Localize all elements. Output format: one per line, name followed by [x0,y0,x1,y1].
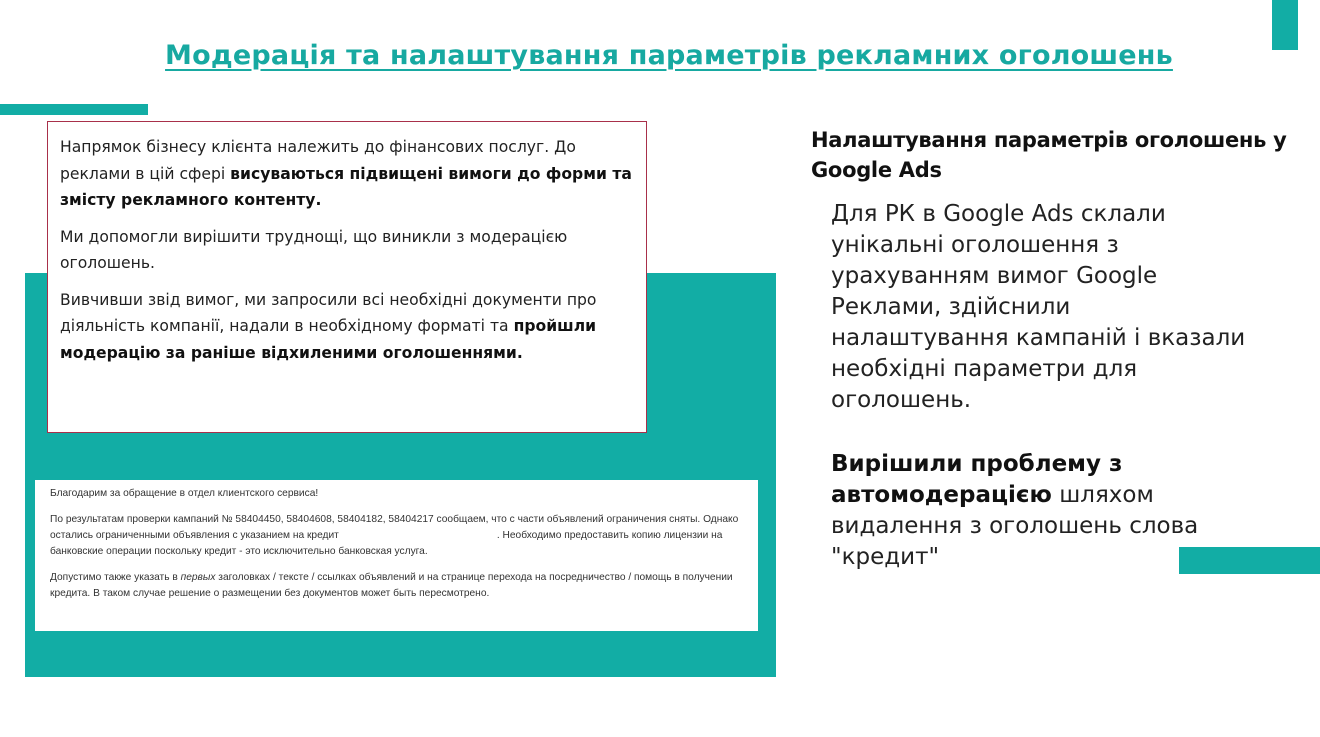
google-ads-subtitle: Налаштування параметрів оголошень у Google Ads [811,128,1287,182]
google-ads-description [831,199,1251,573]
description-paragraph-2: Вирішили проблему з автомодерацією шляхом видалення з оголошень слова "кредит" [831,451,1199,570]
case-paragraph-3: Вивчивши звід вимог, ми запросили всі необхідні документи про діяльність компанії, надали в необхідному форматі та пройшли модерацію за раніше відхиленими оголошеннями. [60,290,597,362]
support-letter-screenshot [35,480,758,631]
letter-paragraph-2: По результатам проверки кампаний № 58404450, 58404608, 58404182, 58404217 сообщаем, что с части объявлений ограничения сняты. Однако остались ограниченными объявления с указанием на кредит . Необходимо предоставить копию лицензии на банковские операции поскольку кредит - это исключительно банковская услуга. [50,514,739,557]
page-title: Модерація та налаштування параметрів рекламних оголошень [165,40,1173,71]
left-divider-line [0,104,148,115]
case-description-box [47,121,647,433]
description-paragraph-1: Для РК в Google Ads склали унікальні оголошення з урахуванням вимог Google Реклами, здійснили налаштування кампаній і вказали необхідні параметри для оголошень. [831,201,1246,413]
letter-greeting: Благодарим за обращение в отдел клиентского сервиса! [50,488,319,499]
case-paragraph-2: Ми допомогли вирішити труднощі, що виникли з модерацією оголошень. [60,227,568,272]
case-paragraph-1: Напрямок бізнесу клієнта належить до фінансових послуг. До реклами в цій сфері висуваються підвищені вимоги до форми та змісту рекламного контенту. [60,138,632,209]
letter-paragraph-3: Допустимо также указать в первых заголовках / тексте / ссылках объявлений и на странице перехода на посредничество / помощь в получении кредита. В таком случае решение о размещении без документов может быть пересмотрено. [50,572,733,599]
